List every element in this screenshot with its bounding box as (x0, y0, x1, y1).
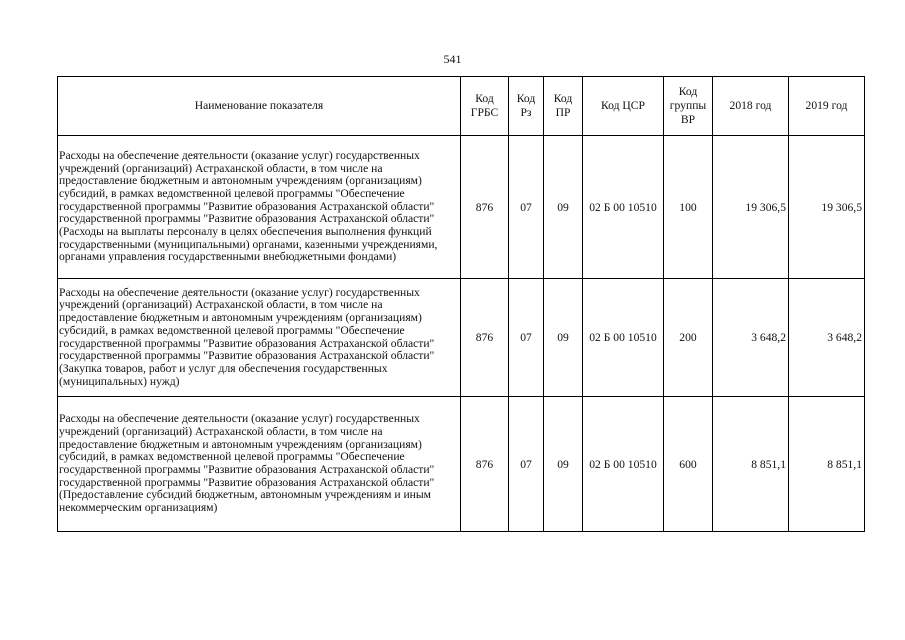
page-number: 541 (443, 52, 462, 66)
header-rz: Код Рз (509, 77, 544, 136)
cell-pr: 09 (544, 279, 583, 397)
cell-vr: 600 (664, 397, 713, 532)
cell-grbs: 876 (461, 397, 509, 532)
cell-rz: 07 (509, 279, 544, 397)
table-row (58, 397, 865, 532)
header-vr: Код группы ВР (664, 77, 713, 136)
header-csr: Код ЦСР (583, 77, 664, 136)
header-name: Наименование показателя (58, 77, 461, 136)
cell-name: Расходы на обеспечение деятельности (оказание услуг) государственных учреждений (организаций) Астраханской области, в том числе на предоставление бюджетным и автономным учреждениям (организациям) субсидий, в рамках ведомственной целевой программы "Обеспечение государственной программы "Развитие образования Астраханской области" государственной программы "Развитие образования Астраханской области" (Закупка товаров, работ и услуг для обеспечения государственных (муниципальных) нужд) (58, 279, 461, 397)
cell-year-2019: 19 306,5 (789, 136, 865, 279)
cell-csr: 02 Б 00 10510 (583, 279, 664, 397)
cell-pr: 09 (544, 136, 583, 279)
cell-year-2018: 3 648,2 (713, 279, 789, 397)
cell-grbs: 876 (461, 279, 509, 397)
header-year-2018: 2018 год (713, 77, 789, 136)
cell-year-2019: 8 851,1 (789, 397, 865, 532)
cell-pr: 09 (544, 397, 583, 532)
table-header-row (58, 77, 865, 136)
cell-rz: 07 (509, 136, 544, 279)
cell-vr: 200 (664, 279, 713, 397)
cell-csr: 02 Б 00 10510 (583, 136, 664, 279)
table-row (58, 279, 865, 397)
budget-table (57, 76, 865, 532)
cell-year-2018: 19 306,5 (713, 136, 789, 279)
cell-year-2019: 3 648,2 (789, 279, 865, 397)
cell-vr: 100 (664, 136, 713, 279)
cell-csr: 02 Б 00 10510 (583, 397, 664, 532)
table-row (58, 136, 865, 279)
cell-name: Расходы на обеспечение деятельности (оказание услуг) государственных учреждений (организаций) Астраханской области, в том числе на предоставление бюджетным и автономным учреждениям (организациям) субсидий, в рамках ведомственной целевой программы "Обеспечение государственной программы "Развитие образования Астраханской области" государственной программы "Развитие образования Астраханской области" (Расходы на выплаты персоналу в целях обеспечения выполнения функций государственными (муниципальными) органами, казенными учреждениями, органами управления государственными внебюджетными фондами) (58, 136, 461, 279)
header-grbs: Код ГРБС (461, 77, 509, 136)
cell-name: Расходы на обеспечение деятельности (оказание услуг) государственных учреждений (организаций) Астраханской области, в том числе на предоставление бюджетным и автономным учреждениям (организациям) субсидий, в рамках ведомственной целевой программы "Обеспечение государственной программы "Развитие образования Астраханской области" государственной программы "Развитие образования Астраханской области" (Предоставление субсидий бюджетным, автономным учреждениям и иным некоммерческим организациям) (58, 397, 461, 532)
cell-grbs: 876 (461, 136, 509, 279)
header-year-2019: 2019 год (789, 77, 865, 136)
header-pr: Код ПР (544, 77, 583, 136)
cell-rz: 07 (509, 397, 544, 532)
cell-year-2018: 8 851,1 (713, 397, 789, 532)
